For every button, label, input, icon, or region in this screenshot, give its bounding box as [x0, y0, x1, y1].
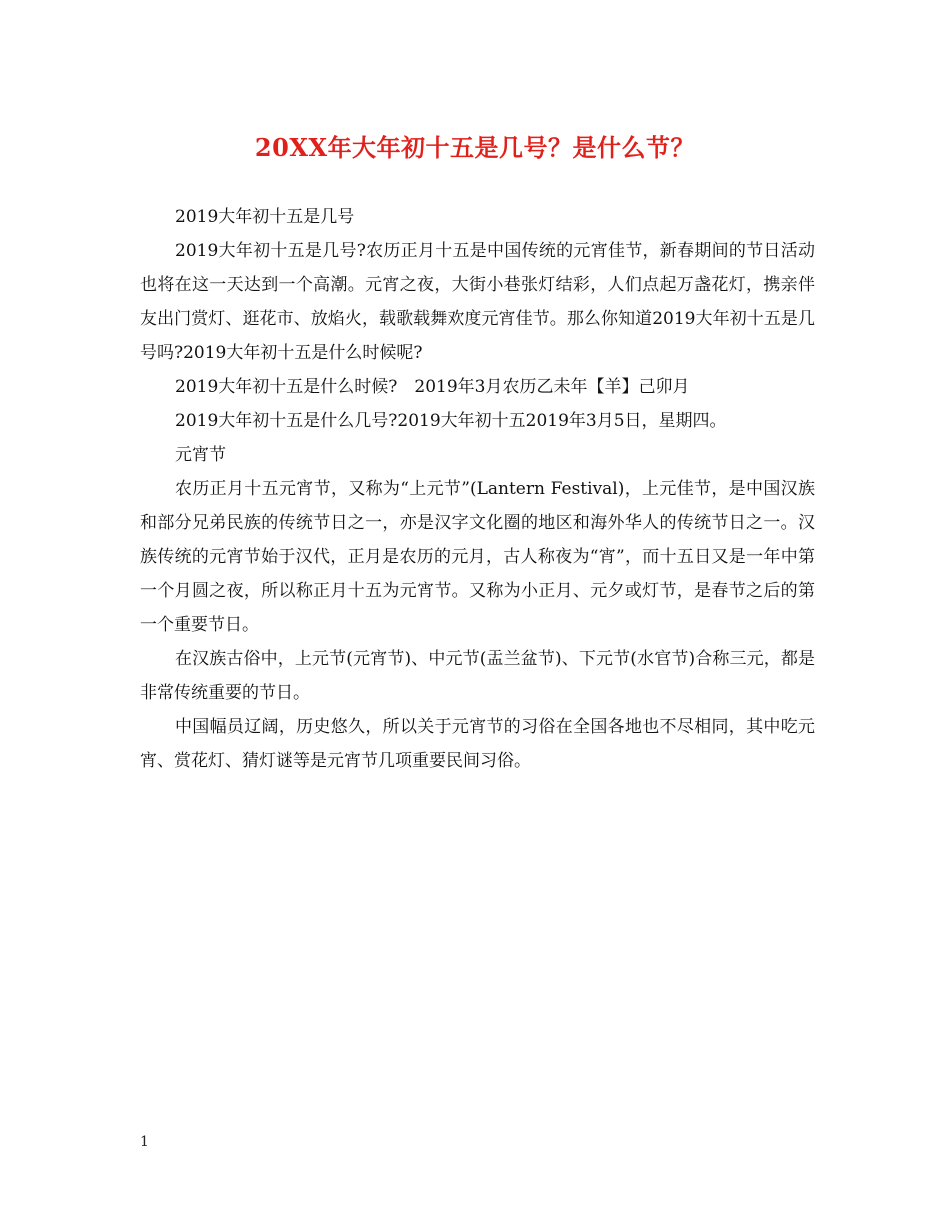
section-heading-lantern-festival: 元宵节 — [175, 445, 226, 465]
paragraph-subtitle: 2019大年初十五是几号 — [175, 207, 355, 227]
paragraph-customs: 中国幅员辽阔，历史悠久，所以关于元宵节的习俗在全国各地也不尽相同，其中吃元宵、赏花灯、猜灯谜等是元宵节几项重要民间习俗。 — [140, 717, 815, 771]
page-title: 20XX年大年初十五是几号？是什么节？ — [254, 133, 696, 162]
paragraph-lantern-festival: 农历正月十五元宵节，又称为“上元节”(Lantern Festival)，上元佳节，是中国汉族和部分兄弟民族的传统节日之一，亦是汉字文化圈的地区和海外华人的传统节日之一。汉族传统的元宵节始于汉代，正月是农历的元月，古人称夜为“宵”，而十五日又是一年中第一个月圆之夜，所以称正月十五为元宵节。又称为小正月、元夕或灯节，是春节之后的第一个重要节日。 — [140, 479, 815, 635]
paragraph-three-yuan: 在汉族古俗中，上元节(元宵节)、中元节(盂兰盆节)、下元节(水官节)合称三元，都是非常传统重要的节日。 — [140, 649, 815, 703]
paragraph-intro: 2019大年初十五是几号?农历正月十五是中国传统的元宵佳节，新春期间的节日活动也将在这一天达到一个高潮。元宵之夜，大街小巷张灯结彩，人们点起万盏花灯，携亲伴友出门赏灯、逛花市、放焰火，载歌载舞欢度元宵佳节。那么你知道2019大年初十五是几号吗?2019大年初十五是什么时候呢? — [140, 241, 815, 363]
paragraph-when: 2019大年初十五是什么时候? 2019年3月农历乙未年【羊】己卯月 — [175, 377, 690, 397]
page-number: 1 — [140, 1134, 149, 1150]
paragraph-date: 2019大年初十五是什么几号?2019大年初十五2019年3月5日，星期四。 — [175, 411, 727, 431]
document-body — [140, 200, 815, 778]
